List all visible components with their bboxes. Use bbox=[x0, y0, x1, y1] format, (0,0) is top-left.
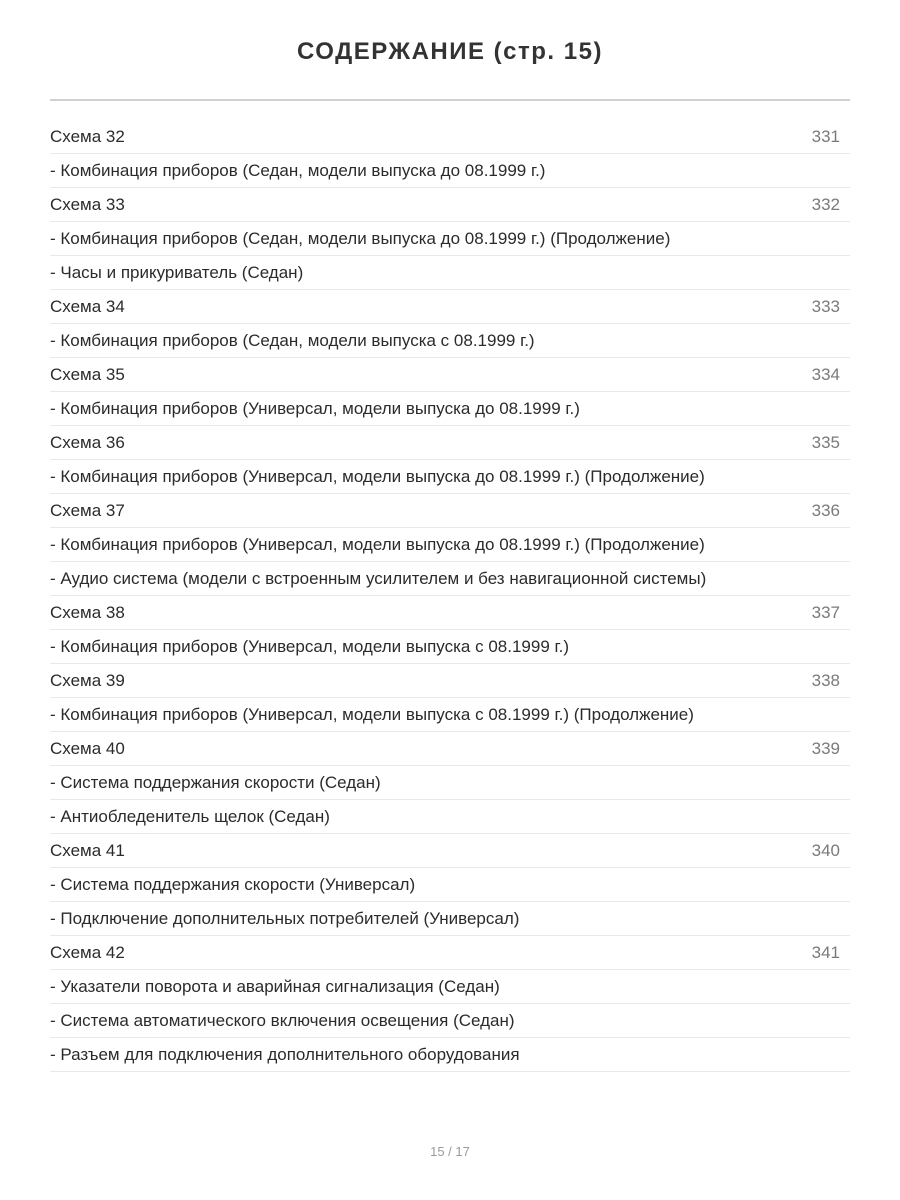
toc-item-title: - Система автоматического включения освещения (Седан) bbox=[50, 1010, 515, 1030]
toc-scheme-row[interactable] bbox=[50, 426, 850, 460]
toc-item-row[interactable] bbox=[50, 766, 850, 800]
toc-item-row[interactable] bbox=[50, 1038, 850, 1072]
toc-item-row[interactable] bbox=[50, 1004, 850, 1038]
page-number: 15 / 17 bbox=[430, 1144, 470, 1159]
toc-item-title: - Комбинация приборов (Универсал, модели выпуска с 08.1999 г.) bbox=[50, 636, 570, 656]
toc-scheme-row[interactable] bbox=[50, 596, 850, 630]
toc-item-title: - Комбинация приборов (Универсал, модели выпуска до 08.1999 г.) bbox=[50, 398, 580, 418]
toc-page-number: 341 bbox=[811, 942, 840, 962]
toc-page-number: 340 bbox=[811, 840, 840, 860]
toc-page-number: 337 bbox=[811, 602, 840, 622]
toc-item-row[interactable] bbox=[50, 324, 850, 358]
toc-item-row[interactable] bbox=[50, 460, 850, 494]
toc-scheme-title: Схема 37 bbox=[50, 500, 125, 520]
toc-page-number: 332 bbox=[811, 194, 840, 214]
toc-scheme-title: Схема 41 bbox=[50, 840, 125, 860]
toc-item-title: - Комбинация приборов (Седан, модели выпуска до 08.1999 г.) bbox=[50, 160, 546, 180]
toc-scheme-row[interactable] bbox=[50, 358, 850, 392]
toc-item-row[interactable] bbox=[50, 528, 850, 562]
toc-scheme-title: Схема 39 bbox=[50, 670, 125, 690]
toc-item-row[interactable] bbox=[50, 868, 850, 902]
toc-scheme-title: Схема 42 bbox=[50, 942, 125, 962]
toc-item-row[interactable] bbox=[50, 154, 850, 188]
toc-scheme-row[interactable] bbox=[50, 494, 850, 528]
toc-scheme-title: Схема 32 bbox=[50, 126, 125, 146]
toc-item-row[interactable] bbox=[50, 562, 850, 596]
toc-item-row[interactable] bbox=[50, 800, 850, 834]
toc-item-row[interactable] bbox=[50, 222, 850, 256]
toc-page-number: 338 bbox=[811, 670, 840, 690]
toc-item-row[interactable] bbox=[50, 970, 850, 1004]
toc-item-title: - Часы и прикуриватель (Седан) bbox=[50, 262, 304, 282]
toc-item-row[interactable] bbox=[50, 256, 850, 290]
toc-scheme-row[interactable] bbox=[50, 120, 850, 154]
toc-scheme-row[interactable] bbox=[50, 188, 850, 222]
toc-page-number: 335 bbox=[811, 432, 840, 452]
toc-item-title: - Комбинация приборов (Седан, модели выпуска с 08.1999 г.) bbox=[50, 330, 535, 350]
toc-item-title: - Система поддержания скорости (Универсал) bbox=[50, 874, 416, 894]
toc-item-title: - Комбинация приборов (Универсал, модели выпуска с 08.1999 г.) (Продолжение) bbox=[50, 704, 694, 724]
toc-item-title: - Система поддержания скорости (Седан) bbox=[50, 772, 381, 792]
toc-item-row[interactable] bbox=[50, 902, 850, 936]
toc-item-title: - Антиобледенитель щелок (Седан) bbox=[50, 806, 330, 826]
toc-scheme-row[interactable] bbox=[50, 732, 850, 766]
toc-scheme-title: Схема 34 bbox=[50, 296, 125, 316]
toc-scheme-row[interactable] bbox=[50, 290, 850, 324]
toc-page-number: 333 bbox=[811, 296, 840, 316]
toc-scheme-title: Схема 33 bbox=[50, 194, 125, 214]
toc-scheme-title: Схема 38 bbox=[50, 602, 125, 622]
toc-item-title: - Комбинация приборов (Универсал, модели выпуска до 08.1999 г.) (Продолжение) bbox=[50, 534, 705, 554]
toc-item-title: - Комбинация приборов (Универсал, модели выпуска до 08.1999 г.) (Продолжение) bbox=[50, 466, 705, 486]
toc-list bbox=[50, 120, 850, 1072]
toc-page-number: 334 bbox=[811, 364, 840, 384]
toc-page-number: 339 bbox=[811, 738, 840, 758]
toc-item-row[interactable] bbox=[50, 698, 850, 732]
toc-scheme-title: Схема 40 bbox=[50, 738, 125, 758]
page-title: СОДЕРЖАНИЕ (стр. 15) bbox=[297, 38, 603, 65]
title-divider bbox=[50, 99, 850, 101]
toc-scheme-title: Схема 35 bbox=[50, 364, 125, 384]
toc-item-title: - Аудио система (модели с встроенным усилителем и без навигационной системы) bbox=[50, 568, 707, 588]
toc-page-number: 331 bbox=[811, 126, 840, 146]
toc-scheme-row[interactable] bbox=[50, 664, 850, 698]
toc-item-title: - Подключение дополнительных потребителей (Универсал) bbox=[50, 908, 520, 928]
toc-page-number: 336 bbox=[811, 500, 840, 520]
toc-scheme-row[interactable] bbox=[50, 936, 850, 970]
toc-item-row[interactable] bbox=[50, 630, 850, 664]
toc-item-title: - Указатели поворота и аварийная сигнализация (Седан) bbox=[50, 976, 500, 996]
toc-item-title: - Комбинация приборов (Седан, модели выпуска до 08.1999 г.) (Продолжение) bbox=[50, 228, 671, 248]
toc-item-title: - Разъем для подключения дополнительного оборудования bbox=[50, 1044, 520, 1064]
toc-scheme-title: Схема 36 bbox=[50, 432, 125, 452]
toc-item-row[interactable] bbox=[50, 392, 850, 426]
toc-scheme-row[interactable] bbox=[50, 834, 850, 868]
